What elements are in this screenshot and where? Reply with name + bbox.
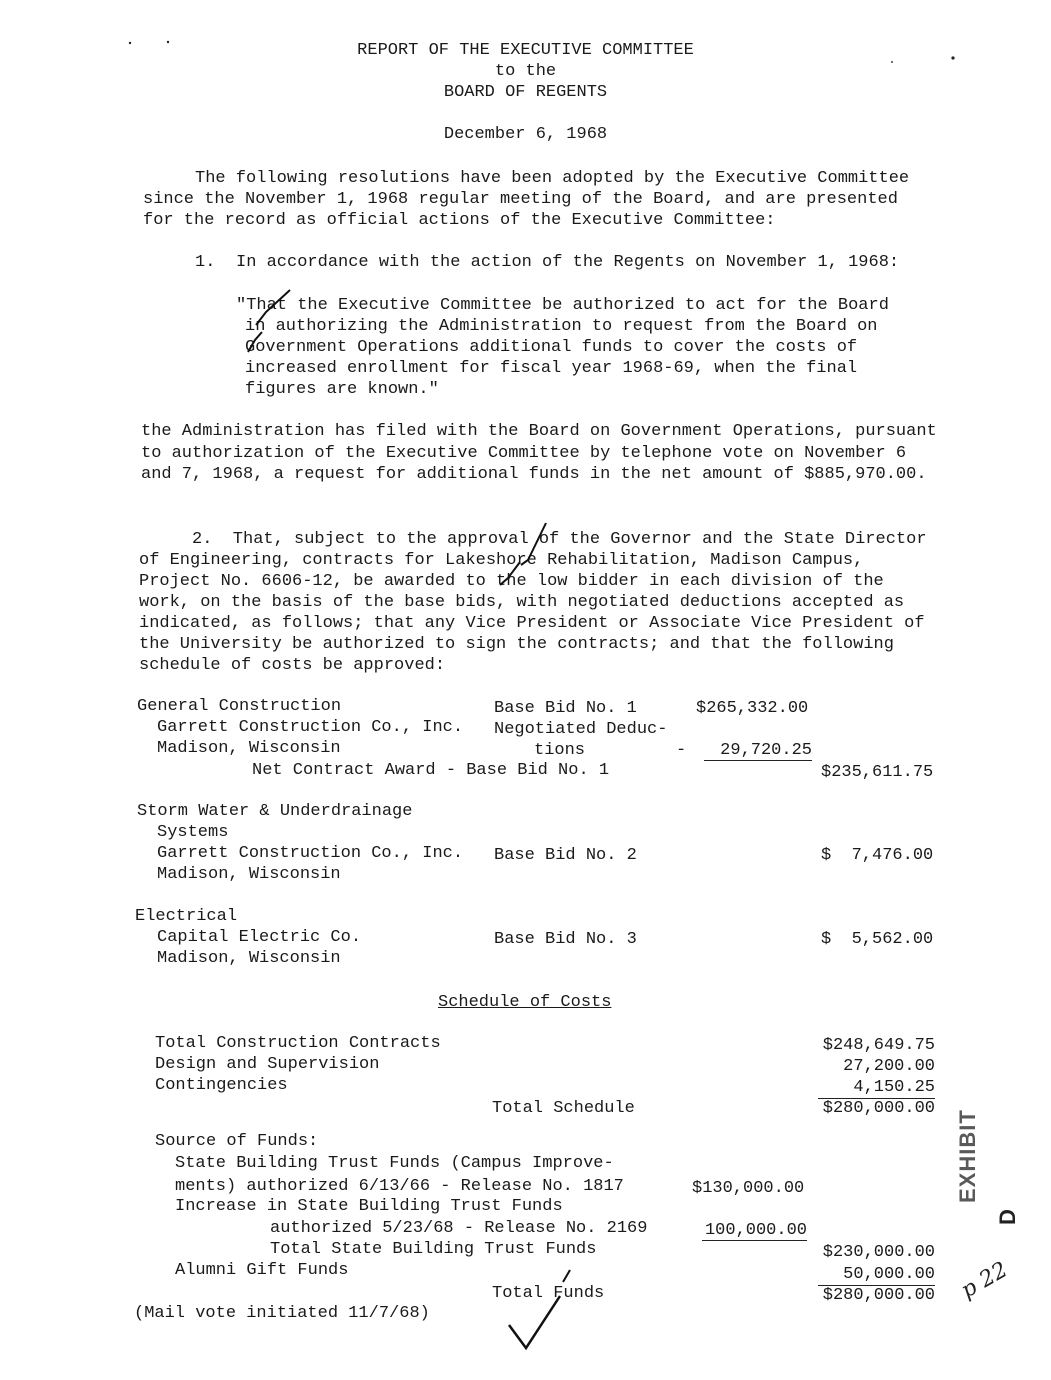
general-deduction-dash: - xyxy=(676,741,687,760)
item2-line-5: indicated, as follows; that any Vice President or Associate Vice President of xyxy=(139,614,925,633)
handwritten-page-note: p 22 xyxy=(957,1257,1013,1304)
exhibit-letter: D xyxy=(995,1208,1020,1225)
intro-line-1: The following resolutions have been adopted by the Executive Committee xyxy=(195,169,910,188)
funds-total-sbtf-amount: $230,000.00 xyxy=(822,1243,935,1262)
speck-icon xyxy=(951,56,954,59)
storm-title-2: Systems xyxy=(157,823,229,842)
funds-total-label: Total Funds xyxy=(492,1284,605,1303)
item1-quote-1: "That the Executive Committee be authorized to act for the Board xyxy=(236,296,889,315)
general-net-amount: $235,611.75 xyxy=(821,763,934,782)
schedule-row-amount: $248,649.75 xyxy=(822,1036,935,1055)
funds-alumni-label: Alumni Gift Funds xyxy=(175,1261,349,1280)
funds-increase-line-2: authorized 5/23/68 - Release No. 2169 xyxy=(270,1219,648,1238)
general-deduction-amount: 29,720.25 xyxy=(720,741,812,760)
check-mark-icon xyxy=(509,1296,560,1348)
check-mark-icon xyxy=(521,523,546,565)
exhibit-stamp: EXHIBIT xyxy=(955,1109,980,1203)
electrical-city: Madison, Wisconsin xyxy=(157,949,341,968)
general-city: Madison, Wisconsin xyxy=(157,739,341,758)
item1-lead: In accordance with the action of the Regents on November 1, 1968: xyxy=(236,253,900,272)
intro-line-2: since the November 1, 1968 regular meeting of the Board, and are presented xyxy=(143,190,898,209)
general-bid-amount: $265,332.00 xyxy=(696,699,809,718)
funds-total-amount: $280,000.00 xyxy=(822,1286,935,1305)
schedule-total-amount: $280,000.00 xyxy=(822,1099,935,1118)
speck-icon xyxy=(891,61,893,63)
schedule-total-label: Total Schedule xyxy=(492,1099,635,1118)
electrical-contractor: Capital Electric Co. xyxy=(157,928,362,947)
funds-increase-amount: 100,000.00 xyxy=(704,1221,807,1240)
item1-follow-1: the Administration has filed with the Board on Government Operations, pursuant xyxy=(141,422,937,441)
item2-line-2: of Engineering, contracts for Lakeshore Rehabilitation, Madison Campus, xyxy=(139,551,864,570)
general-title: General Construction xyxy=(137,697,342,716)
schedule-row-amount: 4,150.25 xyxy=(853,1078,935,1097)
funds-heading: Source of Funds: xyxy=(155,1132,319,1151)
item1-follow-2: to authorization of the Executive Committee by telephone vote on November 6 xyxy=(141,444,907,463)
funds-alumni-amount: 50,000.00 xyxy=(843,1265,935,1284)
general-net-label: Net Contract Award - Base Bid No. 1 xyxy=(252,761,610,780)
item2-line-1: 2. That, subject to the approval of the Governor and the State Director xyxy=(192,530,927,549)
check-mark-icon xyxy=(256,290,290,325)
item1-quote-5: figures are known." xyxy=(245,380,439,399)
speck-icon xyxy=(129,42,131,44)
storm-city: Madison, Wisconsin xyxy=(157,865,341,884)
general-deduction-label-1: Negotiated Deduc- xyxy=(494,720,668,739)
electrical-title: Electrical xyxy=(135,907,238,926)
storm-bid-label: Base Bid No. 2 xyxy=(494,846,637,865)
report-title-board: BOARD OF REGENTS xyxy=(443,83,608,102)
electrical-bid-label: Base Bid No. 3 xyxy=(494,930,637,949)
item2-line-6: the University be authorized to sign the contracts; and that the following xyxy=(139,635,894,654)
schedule-heading: Schedule of Costs xyxy=(438,993,612,1012)
funds-sbtf-amount: $130,000.00 xyxy=(692,1179,805,1198)
report-date: December 6, 1968 xyxy=(443,125,608,144)
report-title: REPORT OF THE EXECUTIVE COMMITTEE xyxy=(357,41,694,60)
general-deduction-label-2: tions xyxy=(534,741,586,760)
item2-line-4: work, on the basis of the base bids, with negotiated deductions accepted as xyxy=(139,593,905,612)
schedule-row-label: Total Construction Contracts xyxy=(155,1034,441,1053)
funds-sbtf-line-2: ments) authorized 6/13/66 - Release No. 1817 xyxy=(175,1177,624,1196)
speck-icon xyxy=(167,41,169,43)
storm-contractor: Garrett Construction Co., Inc. xyxy=(157,844,464,863)
check-mark-icon xyxy=(248,332,262,352)
item2-line-3: Project No. 6606-12, be awarded to the low bidder in each division of the xyxy=(139,572,884,591)
general-contractor: Garrett Construction Co., Inc. xyxy=(157,718,464,737)
funds-total-sbtf-label: Total State Building Trust Funds xyxy=(270,1240,597,1259)
intro-line-3: for the record as official actions of the Executive Committee: xyxy=(143,211,776,230)
schedule-row-amount: 27,200.00 xyxy=(843,1057,935,1076)
funds-increase-line-1: Increase in State Building Trust Funds xyxy=(175,1197,563,1216)
item1-quote-3: Government Operations additional funds to cover the costs of xyxy=(245,338,858,357)
storm-title: Storm Water & Underdrainage xyxy=(137,802,413,821)
storm-amount: $ 7,476.00 xyxy=(821,846,934,865)
item1-quote-4: increased enrollment for fiscal year 1968-69, when the final xyxy=(245,359,858,378)
item1-number: 1. xyxy=(195,253,216,272)
item1-follow-3: and 7, 1968, a request for additional funds in the net amount of $885,970.00. xyxy=(141,465,927,484)
check-mark-icon xyxy=(500,562,520,585)
schedule-row-label: Contingencies xyxy=(155,1076,288,1095)
mail-vote-note: (Mail vote initiated 11/7/68) xyxy=(134,1304,430,1323)
item2-line-7: schedule of costs be approved: xyxy=(139,656,446,675)
item1-quote-2: in authorizing the Administration to request from the Board on xyxy=(245,317,878,336)
general-bid-label: Base Bid No. 1 xyxy=(494,699,637,718)
schedule-row-label: Design and Supervision xyxy=(155,1055,380,1074)
electrical-amount: $ 5,562.00 xyxy=(821,930,934,949)
report-title-to: to the xyxy=(494,62,557,81)
check-mark-icon xyxy=(563,1270,570,1282)
funds-sbtf-line-1: State Building Trust Funds (Campus Improve- xyxy=(175,1154,614,1173)
